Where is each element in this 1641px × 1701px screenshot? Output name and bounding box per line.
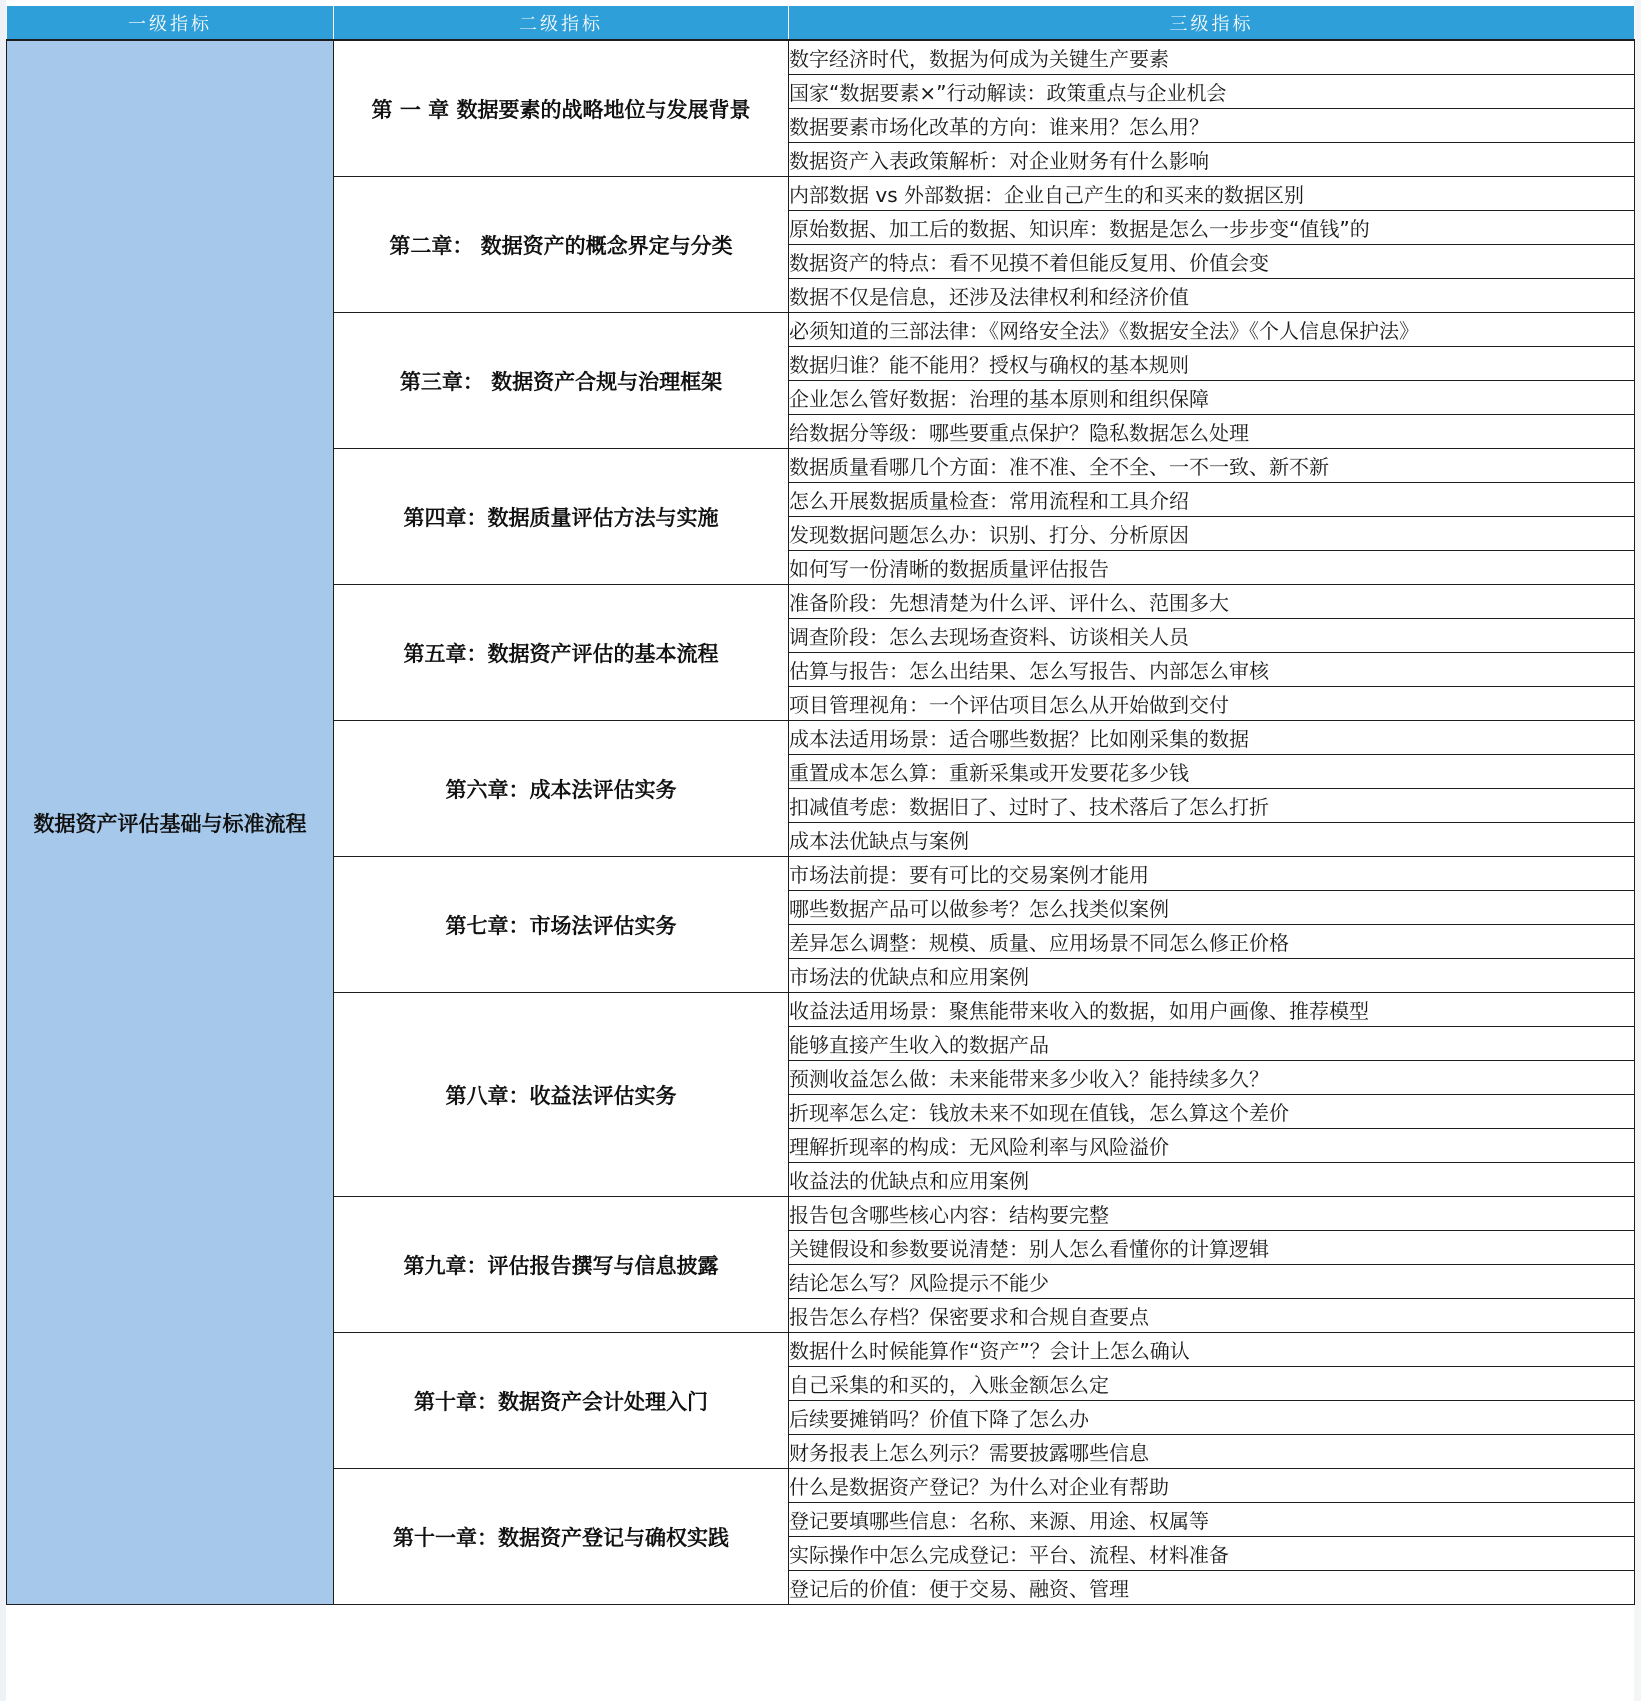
chapter-cell[interactable]: 第三章： 数据资产合规与治理框架 [334, 313, 789, 449]
chapter-cell[interactable]: 第六章：成本法评估实务 [334, 721, 789, 857]
level3-cell[interactable]: 重置成本怎么算：重新采集或开发要花多少钱 [789, 755, 1635, 789]
header-level2[interactable]: 二级指标 [334, 6, 789, 41]
header-level1[interactable]: 一级指标 [7, 6, 334, 41]
level3-cell[interactable]: 数据资产的特点：看不见摸不着但能反复用、价值会变 [789, 245, 1635, 279]
level3-cell[interactable]: 收益法适用场景：聚焦能带来收入的数据，如用户画像、推荐模型 [789, 993, 1635, 1027]
level3-cell[interactable]: 预测收益怎么做：未来能带来多少收入？能持续多久？ [789, 1061, 1635, 1095]
chapter-cell[interactable]: 第十一章：数据资产登记与确权实践 [334, 1469, 789, 1605]
level3-cell[interactable]: 数字经济时代，数据为何成为关键生产要素 [789, 40, 1635, 75]
level3-cell[interactable]: 原始数据、加工后的数据、知识库：数据是怎么一步步变“值钱”的 [789, 211, 1635, 245]
level3-cell[interactable]: 企业怎么管好数据：治理的基本原则和组织保障 [789, 381, 1635, 415]
level3-cell[interactable]: 扣减值考虑：数据旧了、过时了、技术落后了怎么打折 [789, 789, 1635, 823]
level3-cell[interactable]: 哪些数据产品可以做参考？怎么找类似案例 [789, 891, 1635, 925]
level3-cell[interactable]: 估算与报告：怎么出结果、怎么写报告、内部怎么审核 [789, 653, 1635, 687]
chapter-cell[interactable]: 第五章：数据资产评估的基本流程 [334, 585, 789, 721]
level3-cell[interactable]: 成本法优缺点与案例 [789, 823, 1635, 857]
level3-cell[interactable]: 登记要填哪些信息：名称、来源、用途、权属等 [789, 1503, 1635, 1537]
chapter-cell[interactable]: 第二章： 数据资产的概念界定与分类 [334, 177, 789, 313]
level3-cell[interactable]: 自己采集的和买的，入账金额怎么定 [789, 1367, 1635, 1401]
level3-cell[interactable]: 如何写一份清晰的数据质量评估报告 [789, 551, 1635, 585]
chapter-cell[interactable]: 第十章：数据资产会计处理入门 [334, 1333, 789, 1469]
level3-cell[interactable]: 财务报表上怎么列示？需要披露哪些信息 [789, 1435, 1635, 1469]
level3-cell[interactable]: 数据什么时候能算作“资产”？会计上怎么确认 [789, 1333, 1635, 1367]
level3-cell[interactable]: 项目管理视角：一个评估项目怎么从开始做到交付 [789, 687, 1635, 721]
header-row [7, 6, 1635, 41]
right-gridline-margin [1634, 0, 1641, 1701]
level3-cell[interactable]: 怎么开展数据质量检查：常用流程和工具介绍 [789, 483, 1635, 517]
level3-cell[interactable]: 数据资产入表政策解析：对企业财务有什么影响 [789, 143, 1635, 177]
level3-cell[interactable]: 登记后的价值：便于交易、融资、管理 [789, 1571, 1635, 1605]
level3-cell[interactable]: 国家“数据要素×”行动解读：政策重点与企业机会 [789, 75, 1635, 109]
level1-cell[interactable]: 数据资产评估基础与标准流程 [7, 40, 334, 1605]
level3-cell[interactable]: 调查阶段：怎么去现场查资料、访谈相关人员 [789, 619, 1635, 653]
level3-cell[interactable]: 理解折现率的构成：无风险利率与风险溢价 [789, 1129, 1635, 1163]
level3-cell[interactable]: 给数据分等级：哪些要重点保护？隐私数据怎么处理 [789, 415, 1635, 449]
level3-cell[interactable]: 后续要摊销吗？价值下降了怎么办 [789, 1401, 1635, 1435]
level3-cell[interactable]: 折现率怎么定：钱放未来不如现在值钱，怎么算这个差价 [789, 1095, 1635, 1129]
level3-cell[interactable]: 什么是数据资产登记？为什么对企业有帮助 [789, 1469, 1635, 1503]
level3-cell[interactable]: 关键假设和参数要说清楚：别人怎么看懂你的计算逻辑 [789, 1231, 1635, 1265]
level3-cell[interactable]: 数据归谁？能不能用？授权与确权的基本规则 [789, 347, 1635, 381]
chapter-cell[interactable]: 第九章：评估报告撰写与信息披露 [334, 1197, 789, 1333]
level3-cell[interactable]: 发现数据问题怎么办：识别、打分、分析原因 [789, 517, 1635, 551]
level3-cell[interactable]: 实际操作中怎么完成登记：平台、流程、材料准备 [789, 1537, 1635, 1571]
level3-cell[interactable]: 必须知道的三部法律：《网络安全法》《数据安全法》《个人信息保护法》 [789, 313, 1635, 347]
level3-cell[interactable]: 成本法适用场景：适合哪些数据？比如刚采集的数据 [789, 721, 1635, 755]
indicator-table [6, 5, 1635, 1605]
level3-cell[interactable]: 市场法的优缺点和应用案例 [789, 959, 1635, 993]
table-row [7, 40, 1635, 75]
chapter-cell[interactable]: 第 一 章 数据要素的战略地位与发展背景 [334, 40, 789, 177]
level3-cell[interactable]: 报告包含哪些核心内容：结构要完整 [789, 1197, 1635, 1231]
level3-cell[interactable]: 结论怎么写？风险提示不能少 [789, 1265, 1635, 1299]
chapter-cell[interactable]: 第四章：数据质量评估方法与实施 [334, 449, 789, 585]
table-body [7, 40, 1635, 1605]
level3-cell[interactable]: 收益法的优缺点和应用案例 [789, 1163, 1635, 1197]
level3-cell[interactable]: 市场法前提：要有可比的交易案例才能用 [789, 857, 1635, 891]
level3-cell[interactable]: 数据质量看哪几个方面：准不准、全不全、一不一致、新不新 [789, 449, 1635, 483]
level3-cell[interactable]: 数据要素市场化改革的方向：谁来用？怎么用？ [789, 109, 1635, 143]
level3-cell[interactable]: 准备阶段：先想清楚为什么评、评什么、范围多大 [789, 585, 1635, 619]
chapter-cell[interactable]: 第七章：市场法评估实务 [334, 857, 789, 993]
level3-cell[interactable]: 差异怎么调整：规模、质量、应用场景不同怎么修正价格 [789, 925, 1635, 959]
level3-cell[interactable]: 数据不仅是信息，还涉及法律权利和经济价值 [789, 279, 1635, 313]
level3-cell[interactable]: 报告怎么存档？保密要求和合规自查要点 [789, 1299, 1635, 1333]
header-level3[interactable]: 三级指标 [789, 6, 1635, 41]
level3-cell[interactable]: 能够直接产生收入的数据产品 [789, 1027, 1635, 1061]
level3-cell[interactable]: 内部数据 vs 外部数据：企业自己产生的和买来的数据区别 [789, 177, 1635, 211]
chapter-cell[interactable]: 第八章：收益法评估实务 [334, 993, 789, 1197]
